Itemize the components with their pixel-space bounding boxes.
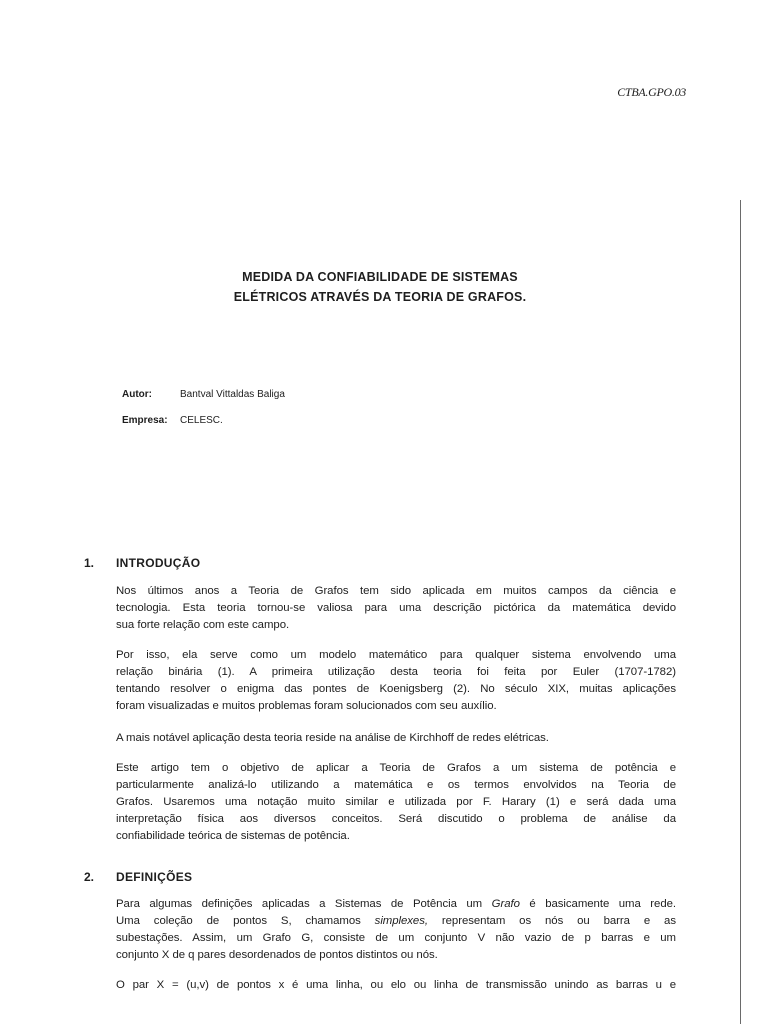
text-line: relação binária (1). A primeira utilização desta teoria foi feita por Euler (1707-1782) (116, 666, 676, 678)
section-number: 2. (84, 870, 95, 884)
text-line: Uma coleção de pontos S, chamamos simplexes, representam os nós ou barra e as (116, 915, 676, 927)
document-title-line-2: ELÉTRICOS ATRAVÉS DA TEORIA DE GRAFOS. (233, 290, 527, 304)
section-title: DEFINIÇÕES (116, 870, 193, 884)
paragraph (116, 896, 676, 964)
paragraph (116, 647, 676, 715)
text-line: subestações. Assim, um Grafo G, consiste de um conjunto V não vazio de p barras e um (116, 932, 676, 944)
document-code: CTBA.GPO.03 (617, 85, 686, 99)
text-line: particularmente analizá-lo utilizando a matemática e os termos envolvidos na Teoria de (116, 779, 676, 791)
author-value: Bantval Vittaldas Baliga (180, 389, 285, 400)
text-line: Para algumas definições aplicadas a Sistemas de Potência um Grafo é basicamente uma rede. (116, 898, 677, 910)
page-edge-line (740, 200, 741, 1024)
text-line: Este artigo tem o objetivo de aplicar a Teoria de Grafos a um sistema de potência e (116, 762, 676, 774)
paragraph (116, 760, 676, 845)
text-line: Por isso, ela serve como um modelo matemático para qualquer sistema envolvendo uma (116, 649, 676, 661)
company-value: CELESC. (180, 415, 223, 426)
text-line: O par X = (u,v) de pontos x é uma linha, ou elo ou linha de transmissão unindo as barras u e (116, 979, 676, 991)
company-label: Empresa: (122, 415, 168, 426)
text-line: foram visualizadas e muitos problemas foram solucionados com seu auxílio. (116, 700, 497, 712)
text-line: sua forte relação com este campo. (116, 619, 290, 631)
document-title-line-1: MEDIDA DA CONFIABILIDADE DE SISTEMAS (242, 270, 518, 284)
paragraph (116, 977, 676, 994)
text-line: interpretação física aos diversos conceitos. Será discutido o problema de análise da (116, 813, 676, 825)
paragraph (116, 583, 676, 634)
text-line: A mais notável aplicação desta teoria reside na análise de Kirchhoff de redes elétricas. (116, 732, 549, 744)
text-line: conjunto X de q pares desordenados de pontos distintos ou nós. (116, 949, 438, 961)
author-label: Autor: (122, 389, 152, 400)
text-line: Grafos. Usaremos uma notação muito similar e utilizada por F. Harary (1) e será dada uma (116, 796, 676, 808)
paragraph (116, 730, 676, 747)
section-number: 1. (84, 556, 95, 570)
text-line: tecnologia. Esta teoria tornou-se valiosa para uma descrição pictórica da matemática devido (116, 602, 676, 614)
text-line: tentando resolver o enigma das pontes de Koenigsberg (2). No século XIX, muitas aplicações (116, 683, 676, 695)
section-title: INTRODUÇÃO (116, 556, 201, 570)
text-line: confiabilidade teórica de sistemas de potência. (116, 830, 350, 842)
text-line: Nos últimos anos a Teoria de Grafos tem sido aplicada em muitos campos da ciência e (116, 585, 676, 597)
